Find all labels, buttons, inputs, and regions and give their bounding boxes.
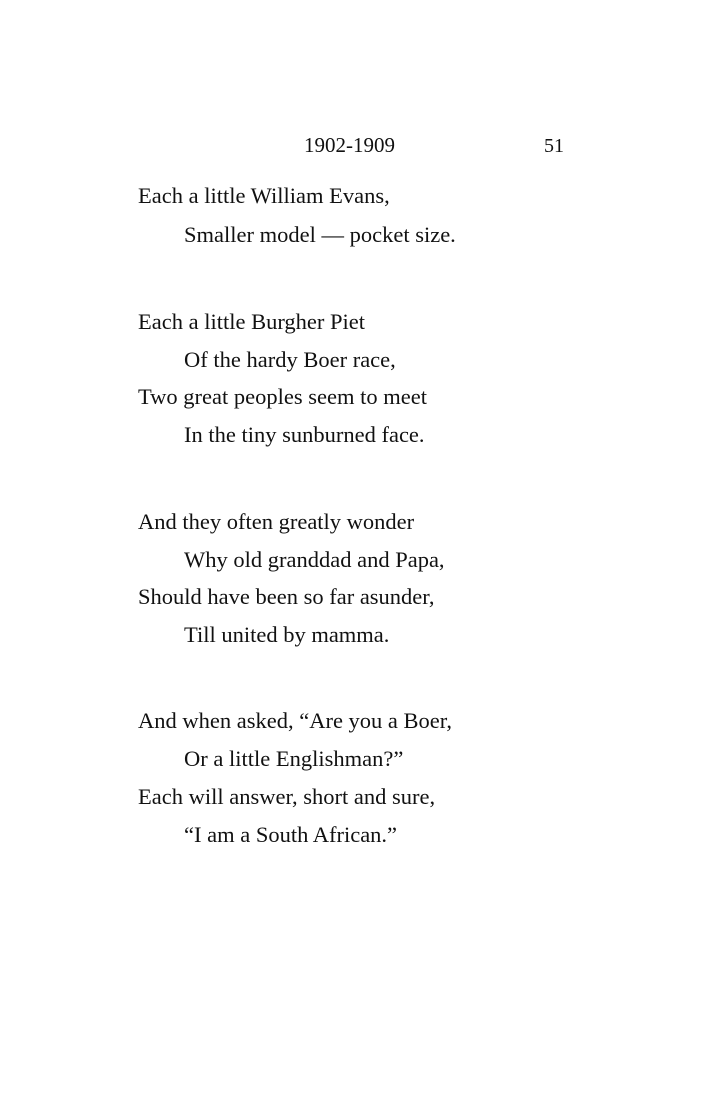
running-head: 1902-1909 [304, 133, 395, 157]
poem-line: Smaller model — pocket size. [184, 222, 456, 247]
poem-line: Why old granddad and Papa, [184, 547, 445, 572]
poem-line: In the tiny sunburned face. [184, 422, 425, 447]
page-number: 51 [544, 135, 564, 157]
poem-line: Or a little Englishman?” [184, 746, 404, 771]
poem-line: Each a little Burgher Piet [138, 309, 366, 334]
poem-line: Should have been so far asunder, [138, 584, 435, 609]
poem-line: Each a little William Evans, [138, 183, 390, 208]
poem-line: “I am a South African.” [184, 822, 398, 847]
poem-line: Two great peoples seem to meet [138, 384, 427, 409]
poem-line: And they often greatly wonder [138, 509, 415, 534]
poem-line: Of the hardy Boer race, [184, 347, 396, 372]
poem-line: Each will answer, short and sure, [138, 784, 436, 809]
poem-line: And when asked, “Are you a Boer, [138, 708, 453, 733]
poem-line: Till united by mamma. [184, 622, 390, 647]
